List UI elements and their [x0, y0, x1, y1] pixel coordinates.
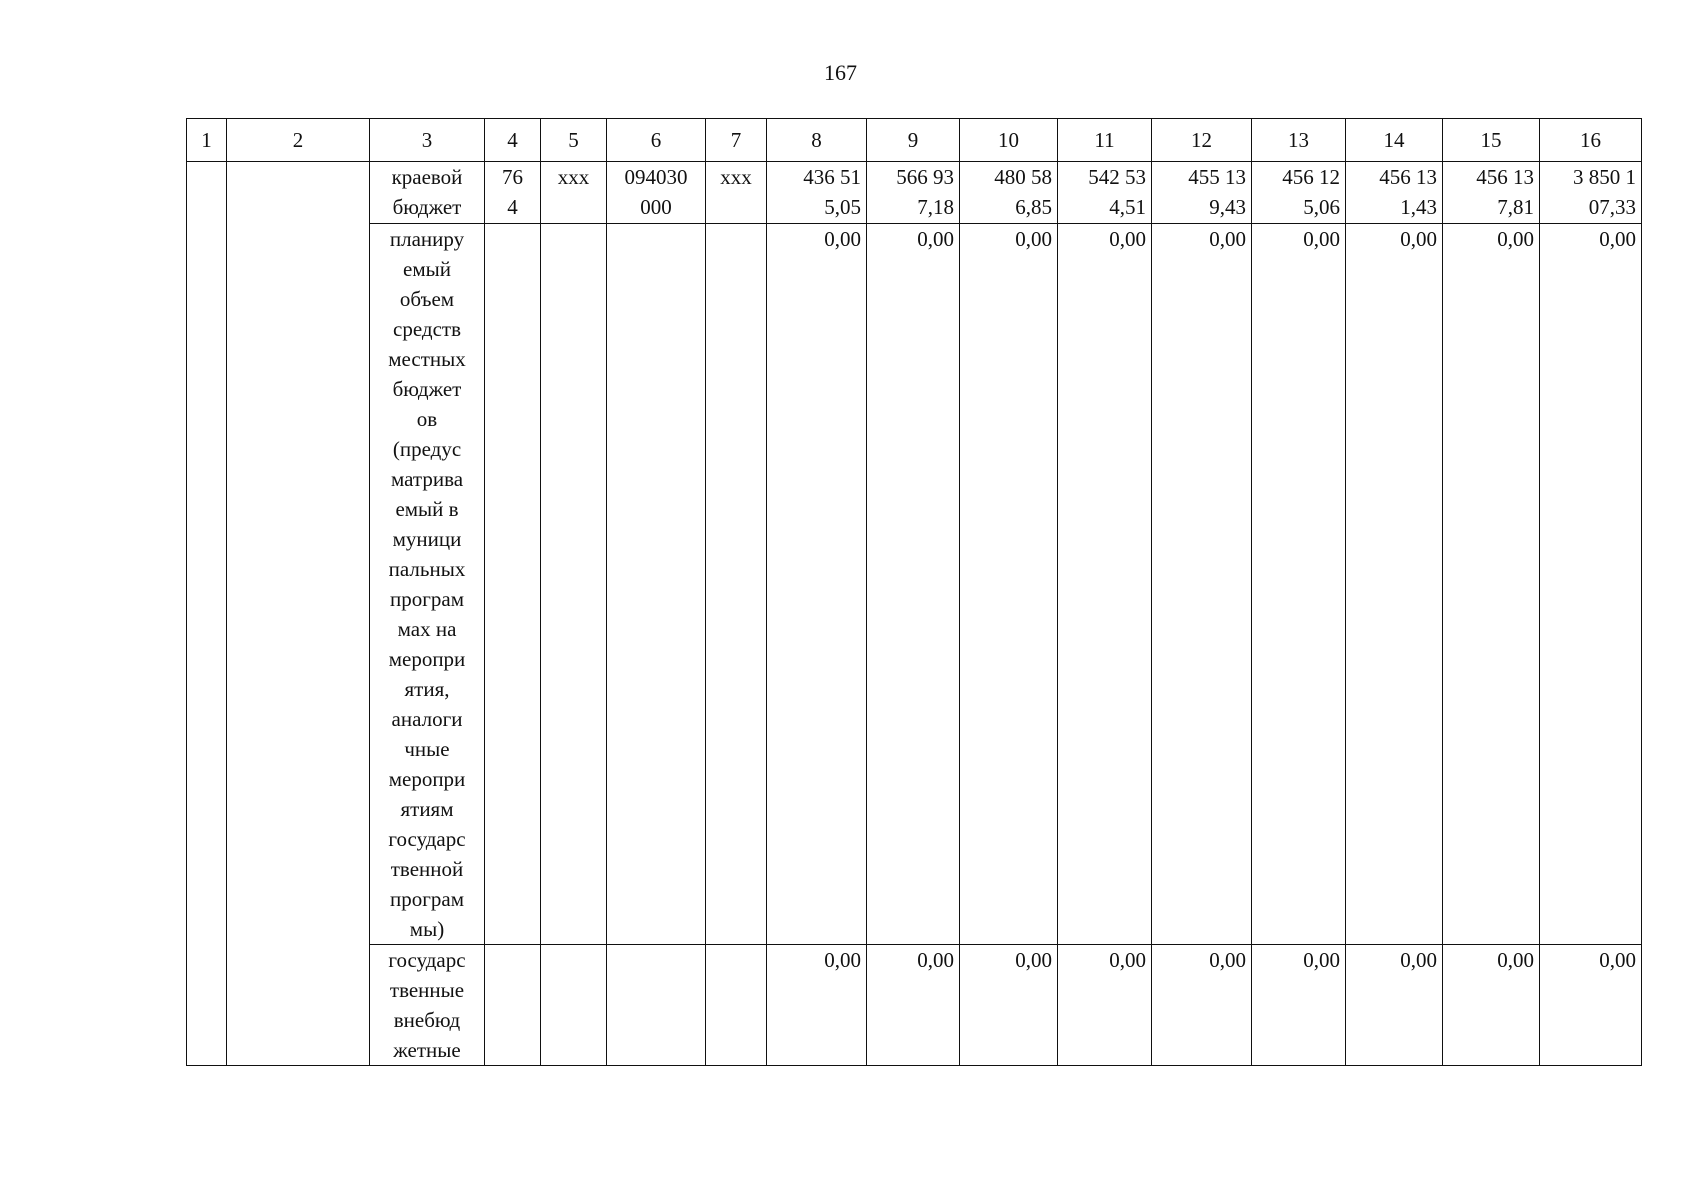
header-cell: 4: [485, 119, 541, 162]
header-cell: 15: [1443, 119, 1540, 162]
merged-cell-col-2: [227, 162, 370, 1066]
header-cell: 7: [706, 119, 767, 162]
value-cell: 0,00: [767, 224, 867, 945]
value-cell: 542 53 4,51: [1058, 162, 1152, 224]
cell-col-7: [706, 945, 767, 1066]
cell-col-6: 094030 000: [607, 162, 706, 224]
value-cell: 0,00: [1252, 224, 1346, 945]
value-cell: 0,00: [1443, 224, 1540, 945]
header-cell: 16: [1540, 119, 1642, 162]
value-cell: 0,00: [960, 224, 1058, 945]
header-cell: 14: [1346, 119, 1443, 162]
table-row: [187, 224, 1642, 945]
header-row: [187, 119, 1642, 162]
value-cell: 0,00: [1058, 224, 1152, 945]
header-cell: 3: [370, 119, 485, 162]
value-cell: 480 58 6,85: [960, 162, 1058, 224]
table-row: [187, 945, 1642, 1066]
value-cell: 0,00: [1346, 224, 1443, 945]
cell-col-4: [485, 945, 541, 1066]
value-cell: 0,00: [867, 224, 960, 945]
value-cell: 0,00: [1152, 945, 1252, 1066]
row-label: государс твенные внебюд жетные: [370, 945, 485, 1066]
value-cell: 0,00: [767, 945, 867, 1066]
value-cell: 456 13 7,81: [1443, 162, 1540, 224]
value-cell: 0,00: [1540, 945, 1642, 1066]
merged-cell-col-1: [187, 162, 227, 1066]
cell-col-4: 76 4: [485, 162, 541, 224]
header-cell: 11: [1058, 119, 1152, 162]
header-cell: 2: [227, 119, 370, 162]
value-cell: 0,00: [1346, 945, 1443, 1066]
header-cell: 1: [187, 119, 227, 162]
value-cell: 456 13 1,43: [1346, 162, 1443, 224]
header-cell: 13: [1252, 119, 1346, 162]
cell-col-5: [541, 945, 607, 1066]
table-row: [187, 162, 1642, 224]
row-label: краевой бюджет: [370, 162, 485, 224]
cell-col-6: [607, 224, 706, 945]
header-cell: 8: [767, 119, 867, 162]
cell-col-7: ххх: [706, 162, 767, 224]
header-cell: 10: [960, 119, 1058, 162]
value-cell: 0,00: [1058, 945, 1152, 1066]
value-cell: 3 850 1 07,33: [1540, 162, 1642, 224]
value-cell: 455 13 9,43: [1152, 162, 1252, 224]
cell-col-6: [607, 945, 706, 1066]
header-cell: 9: [867, 119, 960, 162]
value-cell: 436 51 5,05: [767, 162, 867, 224]
value-cell: 0,00: [1443, 945, 1540, 1066]
header-cell: 5: [541, 119, 607, 162]
cell-col-7: [706, 224, 767, 945]
value-cell: 566 93 7,18: [867, 162, 960, 224]
value-cell: 0,00: [1152, 224, 1252, 945]
cell-col-4: [485, 224, 541, 945]
header-cell: 12: [1152, 119, 1252, 162]
page-number: 167: [824, 60, 857, 85]
budget-table: [186, 118, 1642, 1066]
value-cell: 0,00: [960, 945, 1058, 1066]
header-cell: 6: [607, 119, 706, 162]
value-cell: 456 12 5,06: [1252, 162, 1346, 224]
cell-col-5: ххх: [541, 162, 607, 224]
value-cell: 0,00: [1540, 224, 1642, 945]
cell-col-5: [541, 224, 607, 945]
value-cell: 0,00: [867, 945, 960, 1066]
row-label: планиру емый объем средств местных бюджет ов (предус матрива емый в муници пальных програм мах на меропри ятия, аналоги чные меропри ятиям государс твенной програм мы): [370, 224, 485, 945]
value-cell: 0,00: [1252, 945, 1346, 1066]
